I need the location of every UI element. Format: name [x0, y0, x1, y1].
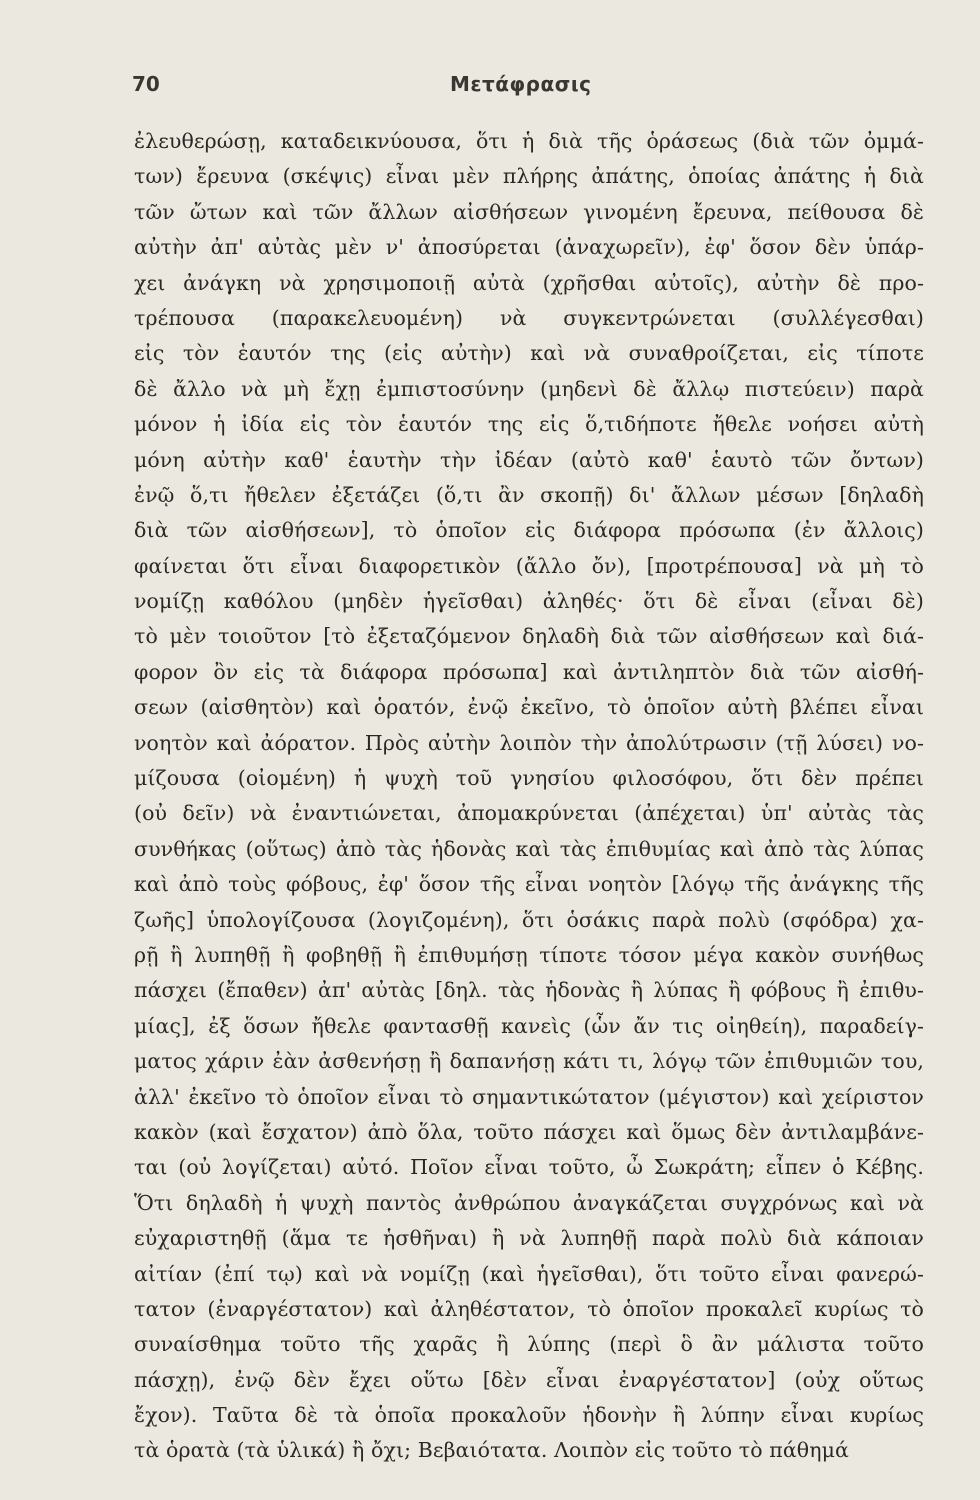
text-line: ἐλευθερώσῃ, καταδεικνύουσα, ὅτι ἡ διὰ τῆς ὁράσεως (διὰ τῶν ὀμμά- [134, 129, 924, 153]
text-line: ζωῆς] ὑπολογίζουσα (λογιζομένη), ὅτι ὁσάκις παρὰ πολὺ (σφόδρα) χα- [134, 907, 924, 932]
text-line: νοητὸν καὶ ἀόρατον. Πρὸς αὐτὴν λοιπὸν τὴν ἀπολύτρωσιν (τῇ λύσει) νο- [134, 730, 924, 755]
text-line: ματος χάριν ἐὰν ἀσθενήσῃ ἢ δαπανήσῃ κάτι τι, λόγῳ τῶν ἐπιθυμιῶν του, [134, 1049, 924, 1074]
text-line: μίζουσα (οἰομένη) ἡ ψυχὴ τοῦ γνησίου φιλοσόφου, ὅτι δὲν πρέπει [134, 766, 924, 791]
text-line: κακὸν (καὶ ἔσχατον) ἀπὸ ὅλα, τοῦτο πάσχει καὶ ὅμως δὲν ἀντιλαμβάνε- [134, 1119, 924, 1144]
text-line: πάσχει (ἔπαθεν) ἀπ' αὐτὰς [δηλ. τὰς ἡδονὰς ἢ λύπας ἢ φόβους ἢ ἐπιθυ- [134, 978, 924, 1003]
text-line: καὶ ἀπὸ τοὺς φόβους, ἐφ' ὅσον τῆς εἶναι νοητὸν [λόγῳ τῆς ἀνάγκης τῆς [134, 872, 924, 897]
text-line: συναίσθημα τοῦτο τῆς χαρᾶς ἢ λύπης (περὶ ὃ ἂν μάλιστα τοῦτο [134, 1332, 924, 1357]
text-line: πάσχῃ), ἐνῷ δὲν ἔχει οὕτω [δὲν εἶναι ἐναργέστατον] (οὐχ οὕτως [134, 1367, 924, 1392]
text-line: τατον (ἐναργέστατον) καὶ ἀληθέστατον, τὸ ὁποῖον προκαλεῖ κυρίως τὸ [134, 1296, 924, 1321]
text-line: σεων (αἰσθητὸν) καὶ ὁρατόν, ἐνῷ ἐκεῖνο, τὸ ὁποῖον αὐτὴ βλέπει εἶναι [134, 695, 924, 720]
text-line: ται (οὐ λογίζεται) αὐτό. Ποῖον εἶναι τοῦτο, ὦ Σωκράτη; εἶπεν ὁ Κέβης. [134, 1155, 924, 1180]
body-text [134, 124, 924, 1469]
text-line: ἔχον). Ταῦτα δὲ τὰ ὁποῖα προκαλοῦν ἡδονὴν ἢ λύπην εἶναι κυρίως [134, 1403, 924, 1428]
text-line: εὐχαριστηθῇ (ἅμα τε ἡσθῆναι) ἢ νὰ λυπηθῇ παρὰ πολὺ διὰ κάποιαν [134, 1226, 924, 1251]
text-line: τὸ μὲν τοιοῦτον [τὸ ἐξεταζόμενον δηλαδὴ διὰ τῶν αἰσθήσεων καὶ διά- [134, 624, 924, 649]
text-line: μίας], ἐξ ὅσων ἤθελε φαντασθῇ κανεὶς (ὧν ἄν τις οἰηθείη), παραδείγ- [134, 1013, 924, 1038]
text-line: τὰ ὁρατὰ (τὰ ὑλικά) ἢ ὄχι; Βεβαιότατα. Λοιπὸν εἰς τοῦτο τὸ πάθημά [134, 1438, 849, 1463]
running-title: Μετάφρασις [450, 72, 592, 96]
text-line: αὐτὴν ἀπ' αὐτὰς μὲν ν' ἀποσύρεται (ἀναχωρεῖν), ἐφ' ὅσον δὲν ὑπάρ- [134, 235, 924, 260]
text-line: Ὅτι δηλαδὴ ἡ ψυχὴ παντὸς ἀνθρώπου ἀναγκάζεται συγχρόνως καὶ νὰ [134, 1190, 924, 1215]
text-line: δὲ ἄλλο νὰ μὴ ἔχῃ ἐμπιστοσύνην (μηδενὶ δὲ ἄλλῳ πιστεύειν) παρὰ [134, 376, 924, 401]
text-line: ἐνῷ ὅ,τι ἤθελεν ἐξετάζει (ὅ,τι ἂν σκοπῇ) δι' ἄλλων μέσων [δηλαδὴ [134, 482, 924, 507]
text-line: νομίζῃ καθόλου (μηδὲν ἡγεῖσθαι) ἀληθές· ὅτι δὲ εἶναι (εἶναι δὲ) [134, 589, 924, 614]
text-line: ρῇ ἢ λυπηθῇ ἢ φοβηθῇ ἢ ἐπιθυμήσῃ τίποτε τόσον μέγα κακὸν συνήθως [134, 942, 924, 967]
text-line: τῶν ὤτων καὶ τῶν ἄλλων αἰσθήσεων γινομένη ἔρευνα, πείθουσα δὲ [134, 199, 924, 224]
text-line: ἀλλ' ἐκεῖνο τὸ ὁποῖον εἶναι τὸ σημαντικώτατον (μέγιστον) καὶ χείριστον [134, 1084, 924, 1109]
text-line: αἰτίαν (ἐπί τῳ) καὶ νὰ νομίζῃ (καὶ ἡγεῖσθαι), ὅτι τοῦτο εἶναι φανερώ- [134, 1261, 924, 1286]
text-line: (οὐ δεῖν) νὰ ἐναντιώνεται, ἀπομακρύνεται (ἀπέχεται) ὑπ' αὐτὰς τὰς [134, 801, 924, 826]
text-line: χει ἀνάγκη νὰ χρησιμοποιῇ αὐτὰ (χρῆσθαι αὐτοῖς), αὐτὴν δὲ προ- [134, 270, 924, 295]
text-line: μόνον ἡ ἰδία εἰς τὸν ἑαυτόν της εἰς ὅ,τιδήποτε ἤθελε νοήσει αὐτὴ [134, 412, 924, 437]
text-line: των) ἔρευνα (σκέψις) εἶναι μὲν πλήρης ἀπάτης, ὁποίας ἀπάτης ἡ διὰ [134, 164, 924, 189]
text-line: εἰς τὸν ἑαυτόν της (εἰς αὐτὴν) καὶ νὰ συναθροίζεται, εἰς τίποτε [134, 341, 924, 366]
text-line: φορον ὂν εἰς τὰ διάφορα πρόσωπα] καὶ ἀντιληπτὸν διὰ τῶν αἰσθή- [134, 659, 924, 684]
text-line: τρέπουσα (παρακελευομένη) νὰ συγκεντρώνεται (συλλέγεσθαι) [134, 305, 924, 330]
page-number: 70 [132, 72, 160, 96]
text-line: μόνη αὐτὴν καθ' ἑαυτὴν τὴν ἰδέαν (αὐτὸ καθ' ἑαυτὸ τῶν ὄντων) [134, 447, 924, 472]
text-line: διὰ τῶν αἰσθήσεων], τὸ ὁποῖον εἰς διάφορα πρόσωπα (ἐν ἄλλοις) [134, 518, 924, 543]
text-line: συνθήκας (οὕτως) ἀπὸ τὰς ἡδονὰς καὶ τὰς ἐπιθυμίας καὶ ἀπὸ τὰς λύπας [134, 836, 924, 861]
text-line: φαίνεται ὅτι εἶναι διαφορετικὸν (ἄλλο ὄν), [προτρέπουσα] νὰ μὴ τὸ [134, 553, 924, 578]
